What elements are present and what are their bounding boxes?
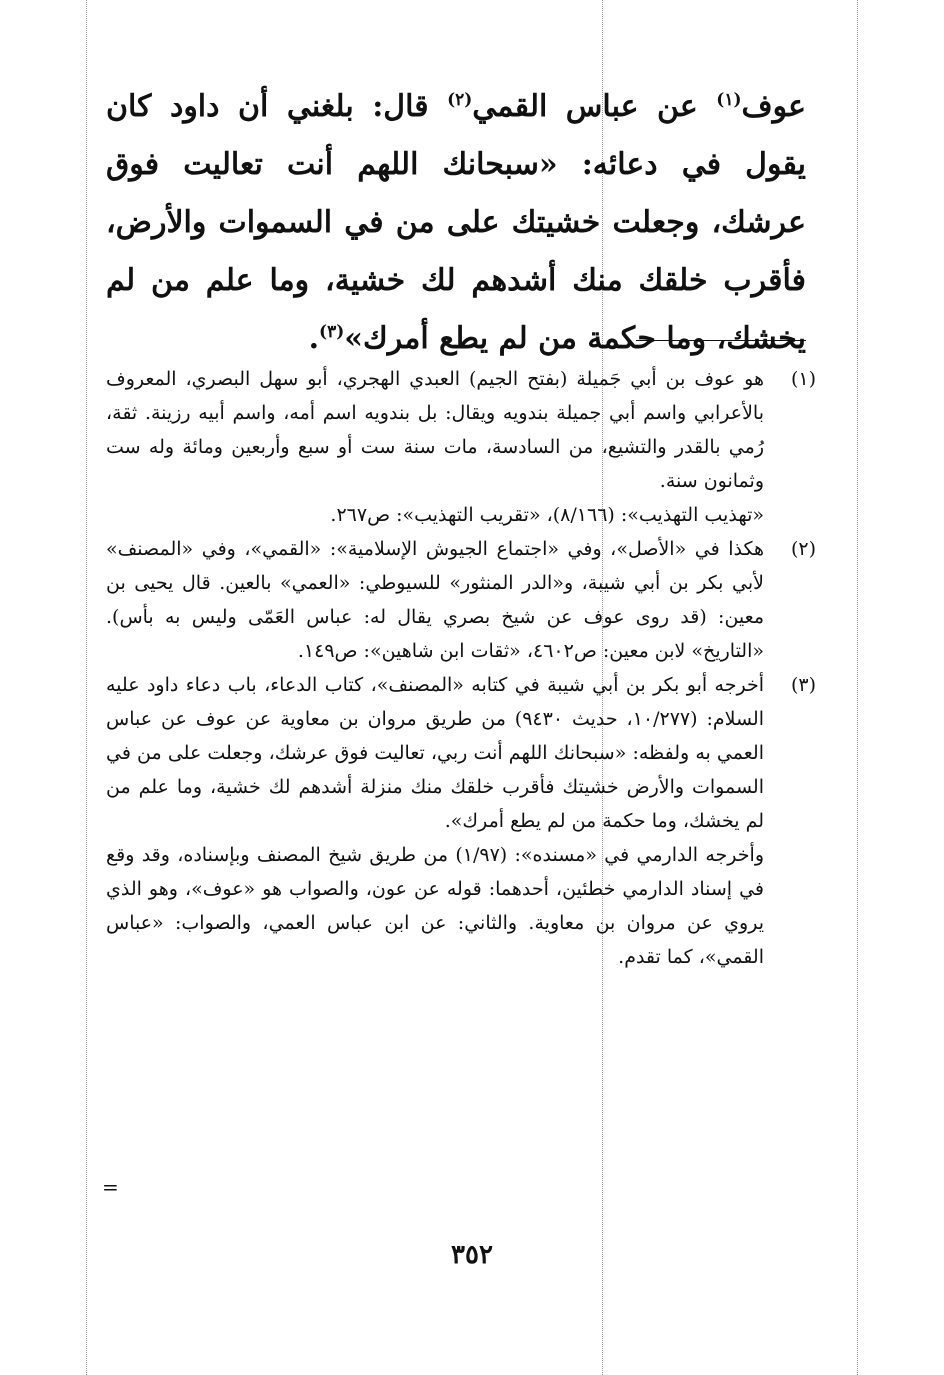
main-text-end: . [308,321,320,356]
footnote-ref-1: (١) [716,90,742,110]
main-text-segment: قال: بلغني أن داود كان يقول في دعائه: «سبحانك اللهم أنت تعاليت فوق عرشك، وجعلت خشيتك على من في السموات والأرض، فأقرب خلقك منك أشدهم لك خشية، وما علم من لم يخشك، وما حكمة من لم يطع أمرك» [106,89,806,356]
main-paragraph [106,78,806,368]
main-text-segment: عن عباس القمي [472,89,717,124]
footnote-text: هو عوف بن أبي جَميلة (بفتح الجيم) العبدي الهجري، أبو سهل البصري، المعروف بالأعرابي واسم أبي جميلة بندويه ويقال: بل بندويه اسم أمه، واسم أبيه رزينة. ثقة، رُمي بالقدر والتشيع، من السادسة، مات سنة ست أو سبع وأربعين ومائة وله ست وثمانون سنة. [106,368,764,492]
continuation-mark: = [102,1175,119,1199]
scan-guide-line [86,0,87,1375]
main-text-block [106,78,806,368]
footnote-text: أخرجه أبو بكر بن أبي شيبة في كتابه «المصنف»، كتاب الدعاء، باب دعاء داود عليه السلام: (١٠/٢٧٧، حديث ٩٤٣٠) من طريق مروان بن معاوية عن عوف عن عباس العمي به ولفظه: «سبحانك اللهم أنت ربي، تعاليت فوق عرشك، وجعلت على من في السموات والأرض خشيتك فأقرب خلقك منك منزلة أشدهم لك خشية، وما علم من لم يخشك، وما حكمة من لم يطع أمرك». [106,674,764,832]
footnote-followup: وأخرجه الدارمي في «مسنده»: (١/٩٧) من طريق شيخ المصنف وبإسناده، وقد وقع في إسناد الدارمي خطئين، أحدهما: قوله عن عون، والصواب هو «عوف»، وهو الذي يروي عن مروان بن معاوية. والثاني: عن ابن عباس العمي، والصواب: «عباس القمي»، كما تقدم. [106,844,764,968]
footnote-separator [636,340,806,341]
main-text-segment: عوف [741,89,806,124]
page-number: ٣٥٢ [451,1240,493,1270]
footnote-source: «تهذيب التهذيب»: (٨/١٦٦)، «تقريب التهذيب»: ص٢٦٧. [330,504,764,526]
scan-guide-line [857,0,858,1375]
footnote-text: هكذا في «الأصل»، وفي «اجتماع الجيوش الإسلامية»: «القمي»، وفي «المصنف» لأبي بكر بن أبي شيبة، و«الدر المنثور» للسيوطي: «العمي» بالعين. قال يحيى بن معين: (قد روى عوف عن شيخ بصري يقال له: عباس العَمّى وليس به بأس). «التاريخ» لابن معين: ص٤٦٠٢، «ثقات ابن شاهين»: ص١٤٩. [106,538,764,662]
footnote-ref-2: (٢) [447,90,473,110]
footnotes-section [106,362,816,974]
footnote-number: (٢) [790,538,816,560]
footnote-3 [106,668,816,974]
footnote-2 [106,532,816,668]
footnote-1 [106,362,816,532]
footnote-number: (٣) [790,674,816,696]
footnote-number: (١) [790,368,816,390]
footnote-ref-3: (٣) [319,322,345,342]
